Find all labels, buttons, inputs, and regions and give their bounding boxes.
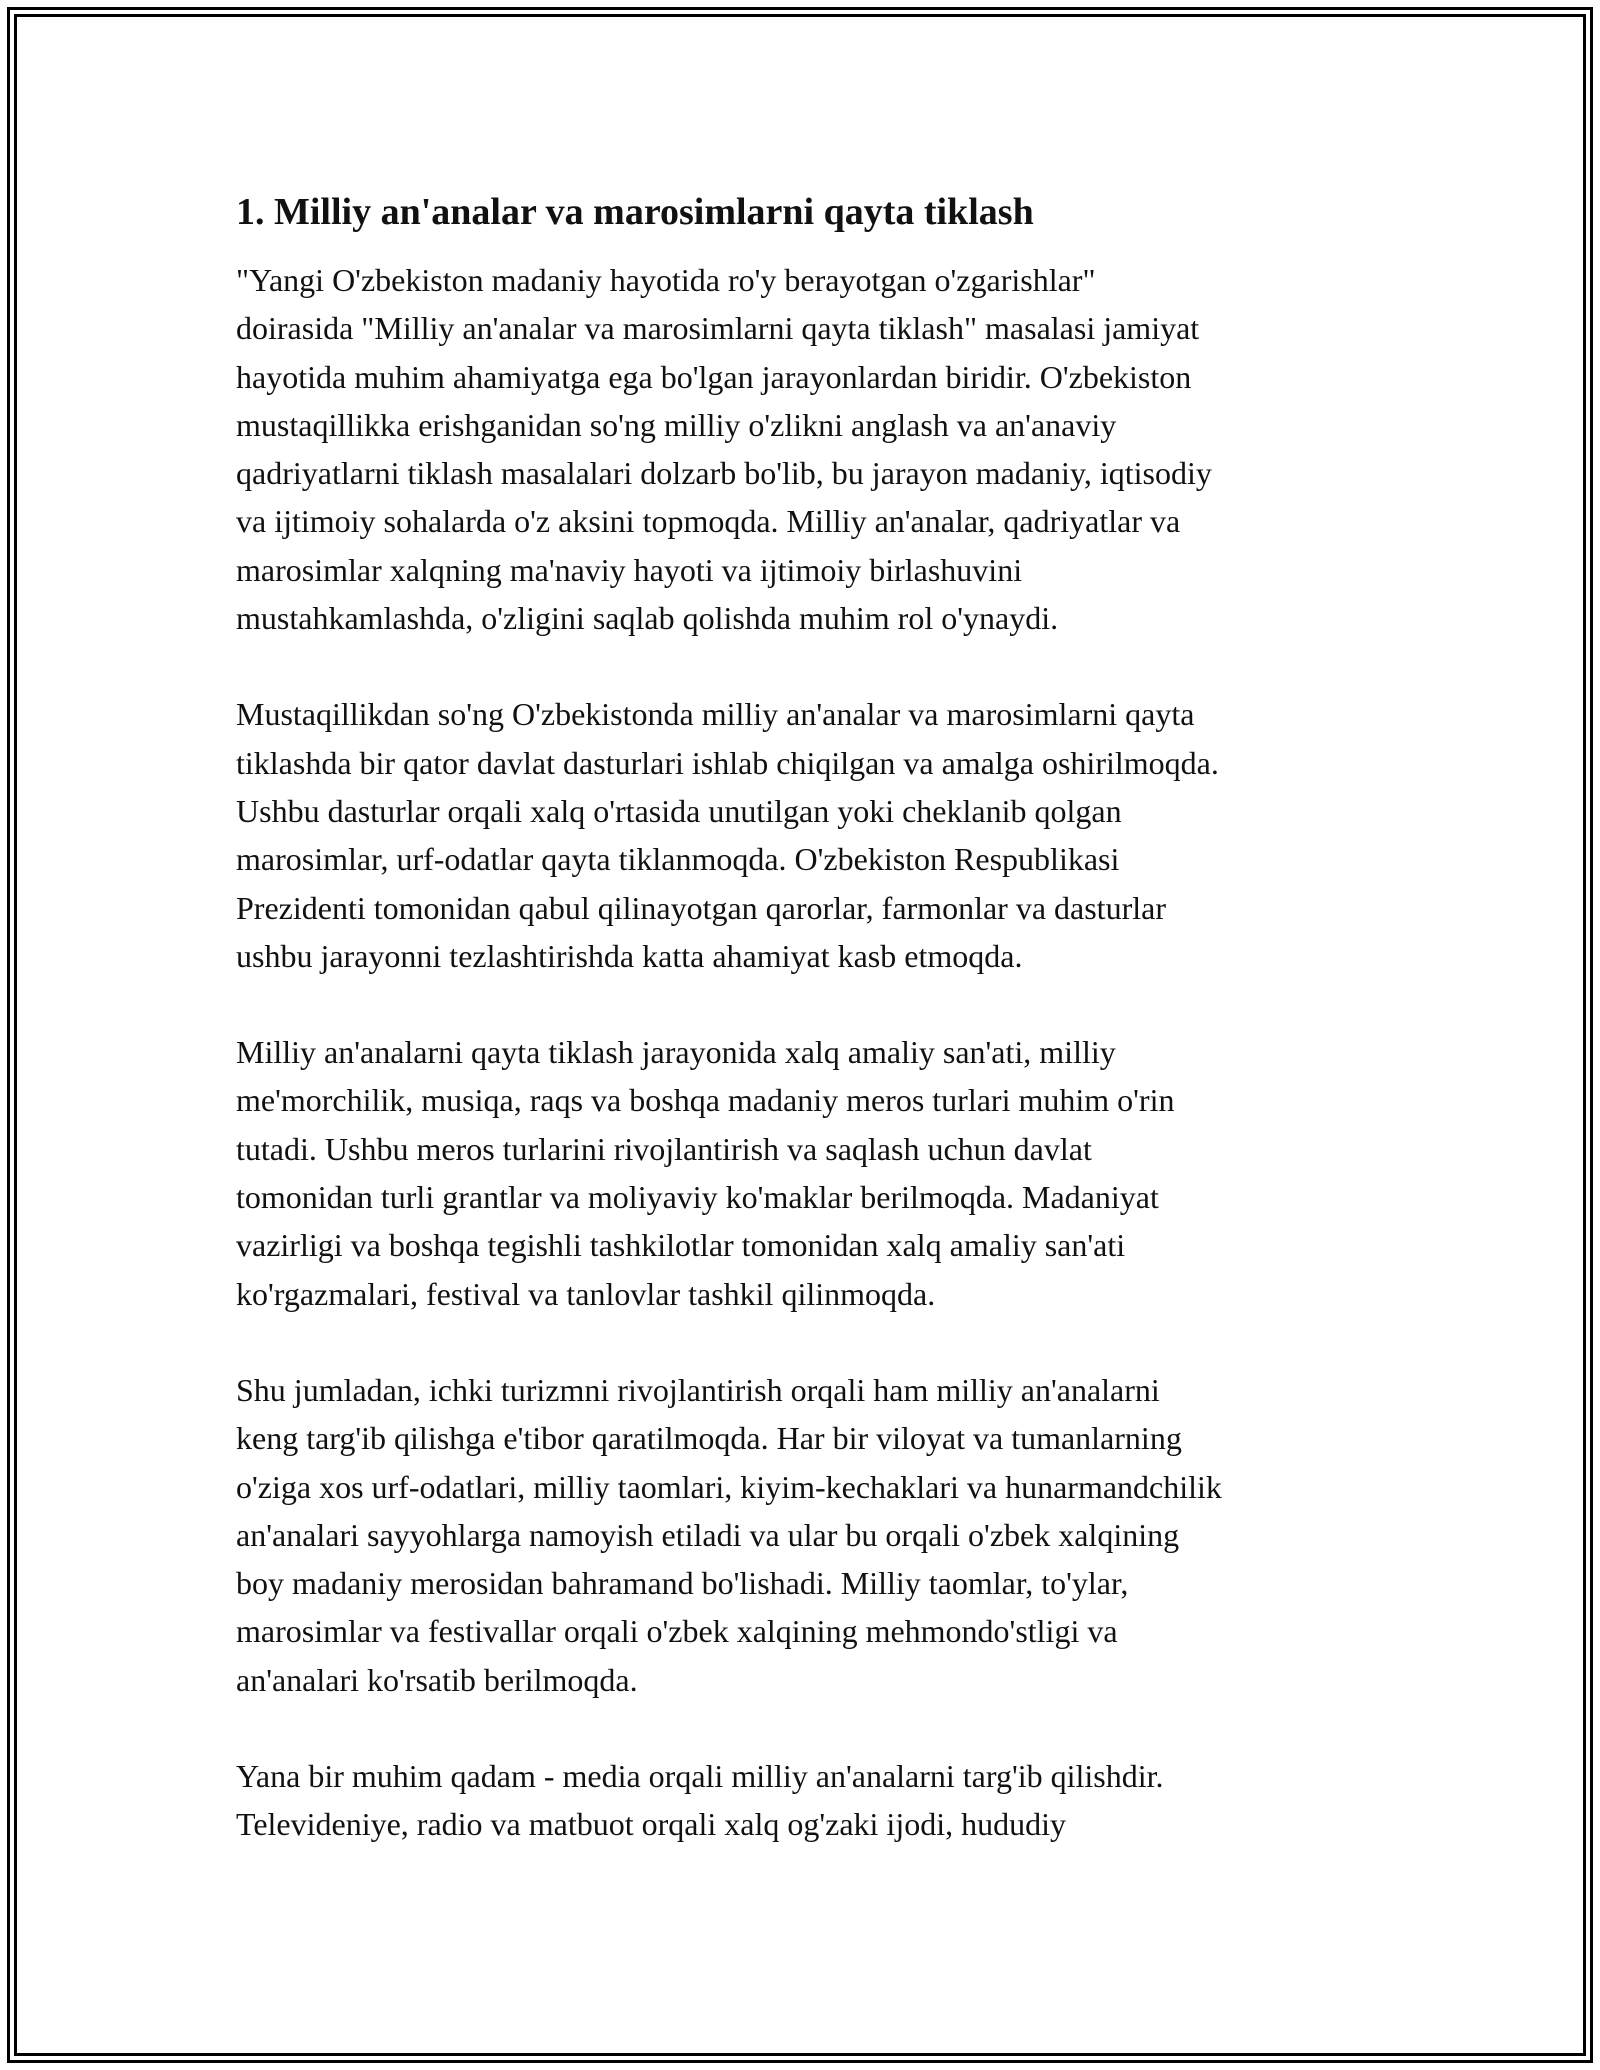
text-line: keng targ'ib qilishga e'tibor qaratilmoqda. Har bir viloyat va tumanlarning bbox=[236, 1420, 1182, 1457]
text-line: Televideniye, radio va matbuot orqali xalq og'zaki ijodi, hududiy bbox=[236, 1806, 1066, 1843]
section-heading: 1. Milliy an'analar va marosimlarni qayta tiklash bbox=[236, 191, 1034, 233]
paragraph-1 bbox=[236, 256, 1386, 642]
text-line: mustaqillikka erishganidan so'ng milliy o'zlikni anglash va an'anaviy bbox=[236, 406, 1117, 443]
paragraph-2 bbox=[236, 690, 1386, 980]
text-line: marosimlar, urf-odatlar qayta tiklanmoqda. O'zbekiston Respublikasi bbox=[236, 841, 1120, 878]
text-line: Ushbu dasturlar orqali xalq o'rtasida unutilgan yoki cheklanib qolgan bbox=[236, 792, 1122, 829]
text-line: tutadi. Ushbu meros turlarini rivojlantirish va saqlash uchun davlat bbox=[236, 1130, 1092, 1167]
text-line: tiklashda bir qator davlat dasturlari ishlab chiqilgan va amalga oshirilmoqda. bbox=[236, 744, 1219, 781]
text-line: ushbu jarayonni tezlashtirishda katta ahamiyat kasb etmoqda. bbox=[236, 937, 1023, 974]
text-line: "Yangi O'zbekiston madaniy hayotida ro'y berayotgan o'zgarishlar" bbox=[236, 262, 1096, 298]
text-line: va ijtimoiy sohalarda o'z aksini topmoqda. Milliy an'analar, qadriyatlar va bbox=[236, 503, 1181, 540]
text-line: Mustaqillikdan so'ng O'zbekistonda milliy an'analar va marosimlarni qayta bbox=[236, 696, 1195, 733]
text-line: Milliy an'analarni qayta tiklash jarayonida xalq amaliy san'ati, milliy bbox=[236, 1034, 1116, 1071]
text-line: Shu jumladan, ichki turizmni rivojlantirish orqali ham milliy an'analarni bbox=[236, 1371, 1160, 1408]
text-line: me'morchilik, musiqa, raqs va boshqa madaniy meros turlari muhim o'rin bbox=[236, 1082, 1175, 1119]
text-line: an'analari ko'rsatib berilmoqda. bbox=[236, 1661, 638, 1698]
text-line: an'analari sayyohlarga namoyish etiladi va ular bu orqali o'zbek xalqining bbox=[236, 1516, 1180, 1553]
text-line: o'ziga xos urf-odatlari, milliy taomlari, kiyim-kechaklari va hunarmandchilik bbox=[236, 1468, 1222, 1505]
text-line: marosimlar xalqning ma'naviy hayoti va ijtimoiy birlashuvini bbox=[236, 551, 1023, 588]
paragraph-5 bbox=[236, 1752, 1386, 1849]
paragraph-4 bbox=[236, 1366, 1386, 1704]
text-line: Prezidenti tomonidan qabul qilinayotgan qarorlar, farmonlar va dasturlar bbox=[236, 889, 1166, 926]
text-line: doirasida "Milliy an'analar va marosimlarni qayta tiklash" masalasi jamiyat bbox=[236, 310, 1200, 347]
text-line: vazirligi va boshqa tegishli tashkilotlar tomonidan xalq amaliy san'ati bbox=[236, 1227, 1126, 1264]
text-line: boy madaniy merosidan bahramand bo'lishadi. Milliy taomlar, to'ylar, bbox=[236, 1565, 1129, 1602]
paragraph-3 bbox=[236, 1028, 1386, 1318]
text-line: qadriyatlarni tiklash masalalari dolzarb bo'lib, bu jarayon madaniy, iqtisodiy bbox=[236, 455, 1212, 492]
text-line: hayotida muhim ahamiyatga ega bo'lgan jarayonlardan biridir. O'zbekiston bbox=[236, 358, 1192, 395]
text-line: mustahkamlashda, o'zligini saqlab qolishda muhim rol o'ynaydi. bbox=[236, 600, 1059, 637]
text-line: marosimlar va festivallar orqali o'zbek xalqining mehmondo'stligi va bbox=[236, 1613, 1118, 1650]
text-line: ko'rgazmalari, festival va tanlovlar tashkil qilinmoqda. bbox=[236, 1275, 936, 1312]
text-line: Yana bir muhim qadam - media orqali milliy an'analarni targ'ib qilishdir. bbox=[236, 1758, 1164, 1795]
text-line: tomonidan turli grantlar va moliyaviy ko'maklar berilmoqda. Madaniyat bbox=[236, 1179, 1159, 1216]
document-body bbox=[236, 186, 1386, 1897]
